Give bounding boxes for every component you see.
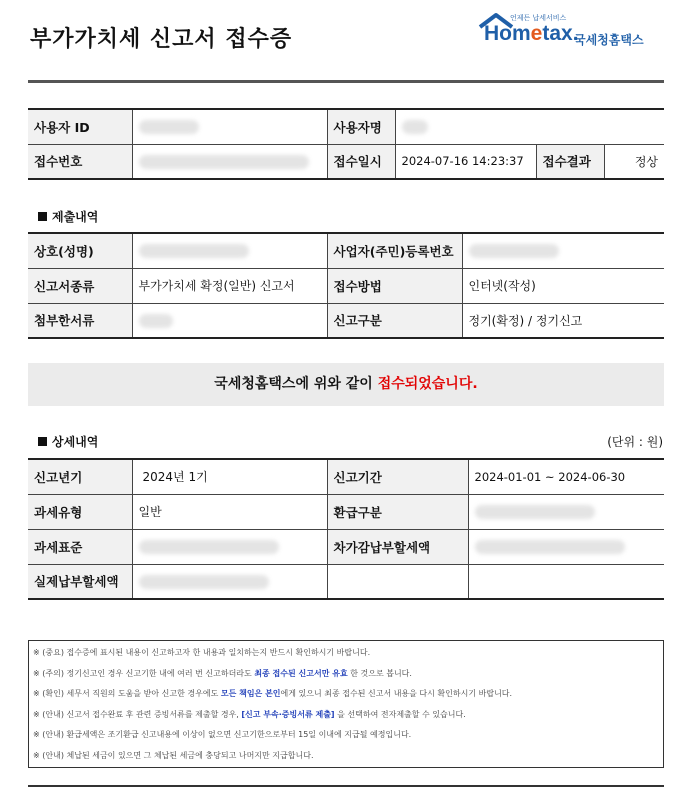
refund-label: 환급구분 bbox=[327, 494, 468, 529]
category-label: 신고구분 bbox=[327, 303, 462, 338]
form-type-value: 부가가치세 확정(일반) 신고서 bbox=[132, 268, 327, 303]
detail-section-title: 상세내역 bbox=[38, 433, 98, 450]
submission-section-title: 제출내역 bbox=[38, 208, 98, 225]
empty-cell bbox=[327, 564, 468, 599]
notice-line: ※ (안내) 체납된 세금이 있으면 그 체납된 세금에 충당되고 나머지만 지급합니다. bbox=[33, 750, 314, 760]
header-divider bbox=[28, 80, 664, 83]
square-bullet-icon bbox=[38, 437, 47, 446]
tax-base-value bbox=[132, 529, 327, 564]
user-id-value bbox=[132, 109, 327, 144]
year-value: 2024년 1기 bbox=[132, 459, 327, 494]
method-value: 인터넷(작성) bbox=[462, 268, 664, 303]
square-bullet-icon bbox=[38, 212, 47, 221]
confirmation-highlight: 접수되었습니다. bbox=[377, 376, 478, 392]
notice-line: ※ (안내) 환급세액은 조기환급 신고내용에 이상이 없으면 신고기한으로부터 15일 이내에 지급될 예정입니다. bbox=[33, 730, 412, 739]
actual-payable-label: 실제납부할세액 bbox=[28, 564, 132, 599]
period-label: 신고기간 bbox=[327, 459, 468, 494]
hometax-logo bbox=[476, 12, 666, 56]
receipt-result-value: 정상 bbox=[604, 144, 664, 179]
method-label: 접수방법 bbox=[327, 268, 462, 303]
logo-brand: Hometax. bbox=[484, 22, 579, 45]
summary-table bbox=[28, 108, 664, 180]
trade-name-value bbox=[132, 233, 327, 268]
tax-type-value: 일반 bbox=[132, 494, 327, 529]
user-id-label: 사용자 ID bbox=[28, 109, 132, 144]
tax-type-label: 과세유형 bbox=[28, 494, 132, 529]
footer-divider bbox=[28, 785, 664, 787]
period-value: 2024-01-01 ~ 2024-06-30 bbox=[468, 459, 664, 494]
detail-table bbox=[28, 458, 664, 600]
notice-line: ※ (중요) 접수증에 표시된 내용이 신고하고자 한 내용과 일치하는지 반드시 확인하시기 바랍니다. bbox=[33, 648, 371, 657]
notice-line: ※ (주의) 정기신고인 경우 신고기한 내에 여러 번 신고하더라도 최종 접수된 신고서만 유효 한 것으로 봅니다. bbox=[33, 668, 412, 678]
attachments-label: 첨부한서류 bbox=[28, 303, 132, 338]
reg-no-value bbox=[462, 233, 664, 268]
refund-value bbox=[468, 494, 664, 529]
receipt-confirmation-banner: 국세청홈택스에 위와 같이 접수되었습니다. bbox=[28, 363, 664, 406]
notice-line: ※ (안내) 신고서 접수완료 후 관련 증빙서류를 제출할 경우, [신고 부속·증빙서류 제출] 을 선택하여 전자제출할 수 있습니다. bbox=[33, 709, 466, 719]
logo-subtitle: 언제든 납세서비스 bbox=[510, 14, 567, 22]
notice-line: ※ (확인) 세무서 직원의 도움을 받아 신고한 경우에도 모든 책임은 본인에게 있으니 최종 접수된 신고서 내용을 다시 확인하시기 바랍니다. bbox=[33, 689, 513, 698]
category-value: 정기(확정) / 정기신고 bbox=[462, 303, 664, 338]
page-title: 부가가치세 신고서 접수증 bbox=[30, 27, 293, 52]
user-name-label: 사용자명 bbox=[327, 109, 395, 144]
attachments-value bbox=[132, 303, 327, 338]
payable-value bbox=[468, 529, 664, 564]
year-label: 신고년기 bbox=[28, 459, 132, 494]
receipt-result-label: 접수결과 bbox=[536, 144, 604, 179]
receipt-date-label: 접수일시 bbox=[327, 144, 395, 179]
notice-box bbox=[28, 640, 664, 768]
reg-no-label: 사업자(주민)등록번호 bbox=[327, 233, 462, 268]
payable-label: 차가감납부할세액 bbox=[327, 529, 468, 564]
form-type-label: 신고서종류 bbox=[28, 268, 132, 303]
submission-table bbox=[28, 232, 664, 339]
receipt-date-value: 2024-07-16 14:23:37 bbox=[395, 144, 536, 179]
trade-name-label: 상호(성명) bbox=[28, 233, 132, 268]
tax-base-label: 과세표준 bbox=[28, 529, 132, 564]
receipt-no-label: 접수번호 bbox=[28, 144, 132, 179]
receipt-no-value bbox=[132, 144, 327, 179]
user-name-value bbox=[395, 109, 664, 144]
empty-cell bbox=[468, 564, 664, 599]
actual-payable-value bbox=[132, 564, 327, 599]
logo-agency-name: 국세청홈택스 bbox=[574, 33, 644, 47]
unit-label: (단위 : 원) bbox=[607, 435, 663, 449]
